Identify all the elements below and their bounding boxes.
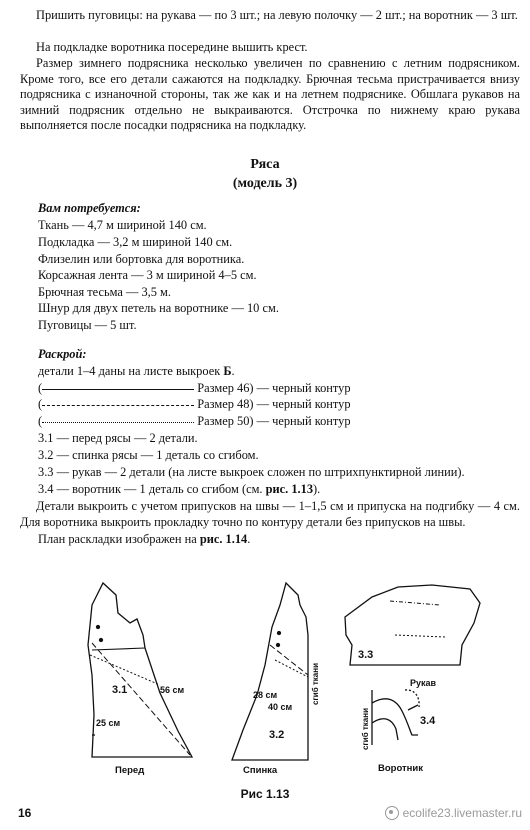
paragraph-allowances: Детали выкроить с учетом припусков на швы — 1–1,5 см и припуска на подгибку — 4 см. Для воротника выкроить прокладку точно по контуру детали без припусков на швы. [20, 499, 520, 529]
front-caption: Перед [115, 765, 145, 776]
pattern-figure [0, 565, 530, 785]
size-label: Размер 50) [197, 414, 254, 428]
watermark [385, 806, 522, 820]
list-item: Ткань — 4,7 м шириной 140 см. [38, 218, 207, 232]
cutting-intro-text: детали 1–4 даны на листе выкроек [38, 364, 224, 378]
list-item: Подкладка — 3,2 м шириной 140 см. [38, 235, 233, 249]
back-caption: Спинка [243, 765, 278, 776]
materials-heading: Вам потребуется: [38, 201, 141, 215]
part-line: 3.1 — перед рясы — 2 детали. [38, 431, 198, 445]
part-line [38, 482, 320, 497]
size-line-46 [38, 381, 351, 396]
collar-fold-label: сгиб ткани [361, 708, 370, 750]
figure-ref: рис. 1.13 [265, 482, 314, 496]
size-contour: — черный контур [253, 414, 351, 428]
figure-ref: рис. 1.14 [199, 532, 248, 546]
section-title: Ряса [250, 157, 280, 172]
back-measure-28: 28 см [253, 690, 278, 700]
watermark-text: ecolife23.livemaster.ru [402, 806, 522, 820]
size-label: Размер 48) [197, 397, 254, 411]
sleeve-caption: Рукав [410, 678, 437, 688]
solid-line-legend [42, 389, 194, 390]
list-item: Флизелин или бортовка для воротника. [38, 252, 245, 266]
part-line: 3.3 — рукав — 2 детали (на листе выкроек сложен по штрихпунктирной линии). [38, 465, 465, 479]
dashdot-line-legend [42, 405, 194, 406]
section-subtitle: (модель 3) [232, 176, 298, 191]
size-line-50 [38, 414, 351, 429]
front-part-number: 3.1 [112, 684, 128, 696]
dotted-line-legend [42, 422, 194, 423]
figure-caption: Рис 1.13 [240, 787, 290, 801]
size-label: Размер 46) [197, 381, 254, 395]
front-measure-25: 25 см [96, 718, 121, 728]
collar-part-number: 3.4 [420, 715, 436, 727]
paragraph-winter-size: Размер зимнего подрясника несколько увеличен по сравнению с летним подрясником. Кроме того, все его детали сажаются на подкладку. Брючная тесьма пристрачивается внизу подрясника с изнаночной стороны, так же как и на летнем подряснике. Обшлага рукавов на зимний подрясник отдельно не выкраиваются. Отстрочка по нижнему краю рукава выполняется после посадки подрясника на подкладку. [20, 56, 520, 133]
size-line-48 [38, 397, 351, 412]
list-item: Брючная тесьма — 3,5 м. [38, 285, 171, 299]
part-line: 3.2 — спинка рясы — 1 деталь со сгибом. [38, 448, 259, 462]
cutting-intro [38, 364, 235, 379]
size-open: ( [38, 414, 43, 428]
back-measure-40: 40 см [268, 702, 293, 712]
page-number: 16 [18, 806, 32, 820]
list-item: Пуговицы — 5 шт. [38, 318, 137, 332]
size-contour: — черный контур [253, 381, 351, 395]
size-open: ( [38, 397, 43, 411]
list-item: Шнур для двух петель на воротнике — 10 см. [38, 301, 279, 315]
plan-line [38, 532, 250, 547]
plan-end: . [247, 532, 251, 546]
size-contour: — черный контур [253, 397, 351, 411]
list-item: Корсажная лента — 3 м шириной 4–5 см. [38, 268, 257, 282]
paragraph-collar-cross: На подкладке воротника посередине вышить крест. [36, 40, 308, 54]
front-measure-56: 56 см [160, 685, 185, 695]
collar-pattern-piece [372, 690, 419, 745]
collar-caption: Воротник [378, 763, 424, 774]
back-fold-label: сгиб ткани [311, 663, 320, 705]
front-pattern-piece [88, 583, 192, 757]
paragraph-buttons: Пришить пуговицы: на рукава — по 3 шт.; на левую полочку — 2 шт.; на воротник — 3 шт. [36, 8, 518, 22]
plan-text: План раскладки изображен на [38, 532, 200, 546]
part-text: 3.4 — воротник — 1 деталь со сгибом (см. [38, 482, 266, 496]
size-open: ( [38, 381, 43, 395]
pattern-sheet-ref: Б [223, 364, 232, 378]
part-end: ). [313, 482, 321, 496]
sleeve-part-number: 3.3 [358, 649, 374, 661]
livemaster-logo-icon [385, 806, 399, 820]
cutting-intro-end: . [231, 364, 235, 378]
back-part-number: 3.2 [269, 729, 285, 741]
cutting-heading: Раскрой: [38, 347, 87, 361]
